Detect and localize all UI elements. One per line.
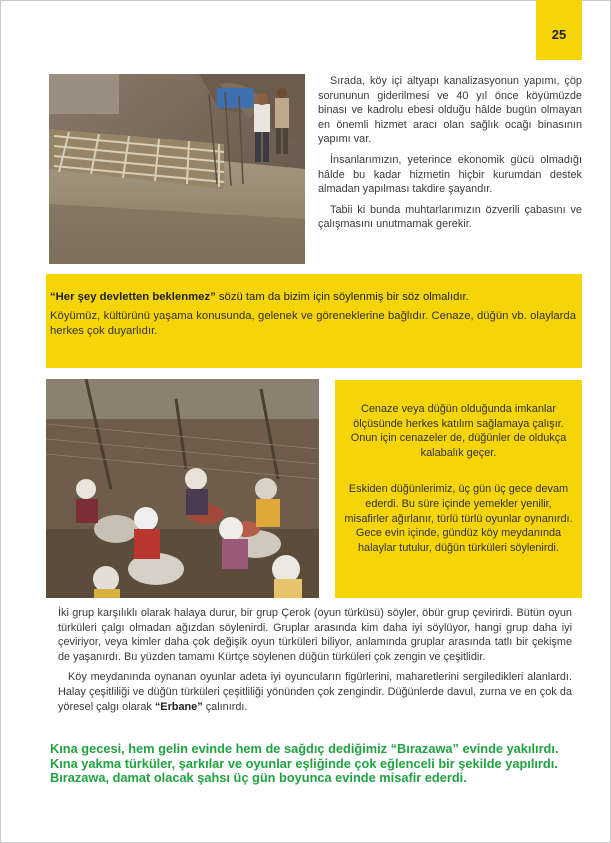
top-paragraph-2: İnsanlarımızın, yeterince ekonomik gücü olmadığı hâlde bu kadar hizmetin hiçbir kurumdan destek almadan yapılması takdire şayandır. xyxy=(318,153,582,196)
quote-box xyxy=(46,274,582,368)
yellow-paragraph-1: Cenaze veya düğün olduğunda imkanlar ölçüsünde herkes katılım sağlamaya çalışır. Onun için cenazeler de, düğünler de oldukça kalabalık geçer. xyxy=(350,403,567,459)
bottom-paragraph-1: İki grup karşılıklı olarak halaya durur, bir grup Çerok (oyun türküsü) söyler, öbür grup çevirirdi. Bütün oyun türküleri çalgı olmadan ağızdan söylenirdi. Gruplar arasında kim daha iyi söylüyor, hangi grup daha iyi çeviriyor, veya kimler daha çok değişik oyun türküleri biliyor, anlamında gruplar arasında tatlı bir çekişme de yaşanırdı. Bu yüzden tamamı Kürtçe söylenen düğün türküleri çok zengin ve çeşitlidir. xyxy=(58,607,572,663)
bottom-paragraph-2 xyxy=(58,670,572,714)
quote-bold: “Her şey devletten beklenmez” xyxy=(50,291,216,303)
highlight-paragraph: Kına gecesi, hem gelin evinde hem de sağdıç dediğimiz “Bırazawa” evinde yakılırdı. Kına yakma türküler, şarkılar ve oyunlar eşliğinde çok eğlenceli bir şekilde yapılırdı. Bırazawa, damat olacak şahsı üç gün boyunca evinde misafir ederdi. xyxy=(50,741,559,786)
top-text xyxy=(318,74,582,238)
quote-line xyxy=(50,290,576,305)
bottom-paragraph-2-end: çalınırdı. xyxy=(202,700,248,713)
yellow-paragraph-2: Eskiden düğünlerimiz, üç gün üç gece devam ederdi. Bu süre içinde yemekler yenilir, misafirler ağırlanır, türlü türlü oyunlar oynanırdı. Gece evin içinde, gündüz köy meydanında halaylar tutulur, düğün türküleri söylenirdi. xyxy=(344,483,573,554)
bottom-text xyxy=(58,606,572,720)
women-cooking-photo xyxy=(46,379,319,598)
page-number: 25 xyxy=(551,26,567,42)
top-paragraph-3: Tabii ki bunda muhtarlarımızın özverili çabasını ve çalışmasını unutmamak gerekir. xyxy=(318,203,582,231)
bottom-paragraph-2-text: Köy meydanında oynanan oyunlar adeta iyi oyuncuların figürlerini, maharetlerini sergiledikleri alanlardı. Halay çeşitliliği ve düğün türküleri çeşitliliği yönünden çok zengindir. Düğünlerde davul, zurna ve en çok da yöresel çalgı olarak xyxy=(58,671,572,713)
yellow-text-box xyxy=(335,380,582,598)
page-number-tab xyxy=(536,0,582,60)
quote-paragraph-2: Köyümüz, kültürünü yaşama konusunda, gelenek ve göreneklerine bağlıdır. Cenaze, düğün vb. olaylarda herkes çok duyarlıdır. xyxy=(50,310,576,337)
erbane-term: “Erbane” xyxy=(154,700,203,713)
top-paragraph-1: Sırada, köy içi altyapı kanalizasyonun yapımı, çöp sorununun giderilmesi ve 40 yıl önce köyümüzde binası ve kadrolu ebesi olduğu hâlde bugün olmayan en önemli hizmet aracı olan sağlık ocağı binasının yapımı var. xyxy=(318,75,582,146)
construction-photo xyxy=(49,74,305,264)
quote-rest: sözü tam da bizim için söylenmiş bir söz olmalıdır. xyxy=(215,291,469,303)
